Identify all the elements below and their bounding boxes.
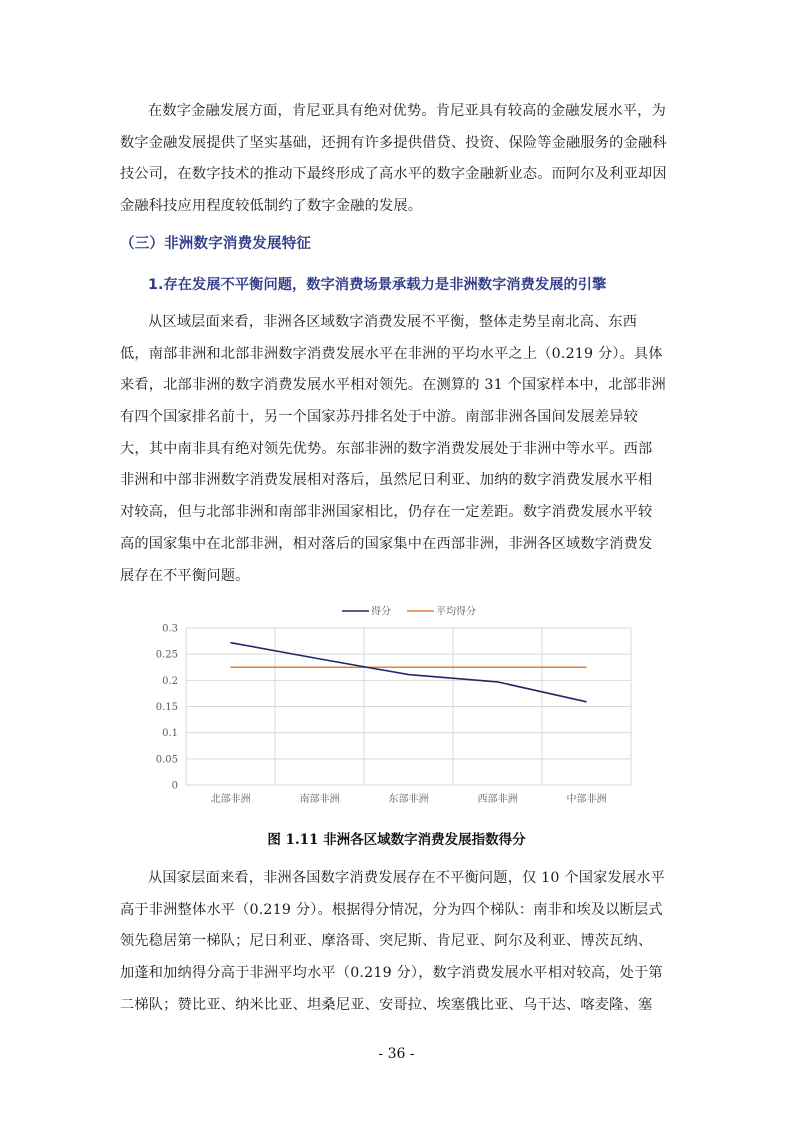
x-tick-label: 北部非洲 (210, 794, 251, 805)
y-tick-label: 0 (171, 780, 178, 792)
subsection-heading: 1.存在发展不平衡问题，数字消费场景承载力是非洲数字消费发展的引擎 (148, 277, 607, 293)
text-line: 来看，北部非洲的数字消费发展水平相对领先。在测算的 31 个国家样本中，北部非洲 (120, 377, 666, 394)
text-line: 领先稳居第一梯队；尼日利亚、摩洛哥、突尼斯、肯尼亚、阿尔及利亚、博茨瓦纳、 (120, 933, 653, 950)
text-line: 加蓬和加纳得分高于非洲平均水平（0.219 分），数字消费发展水平相对较高，处于第 (120, 965, 663, 982)
text-line: 有四个国家排名前十，另一个国家苏丹排名处于中游。南部非洲各国间发展差异较 (120, 409, 638, 426)
text-line: 高于非洲整体水平（0.219 分）。根据得分情况，分为四个梯队：南非和埃及以断层式 (120, 901, 663, 918)
y-tick-label: 0.1 (162, 728, 178, 740)
series-line (231, 643, 587, 702)
text-line: 展存在不平衡问题。 (120, 567, 250, 584)
y-tick-label: 0.2 (162, 675, 178, 687)
chart-canvas (145, 596, 645, 816)
text-line: 低，南部非洲和北部非洲数字消费发展水平在非洲的平均水平之上（0.219 分）。具体 (120, 345, 663, 362)
y-tick-label: 0.05 (155, 754, 178, 766)
text-line: 二梯队；赞比亚、纳米比亚、坦桑尼亚、安哥拉、埃塞俄比亚、乌干达、喀麦隆、塞 (120, 996, 653, 1013)
text-line: 非洲和中部非洲数字消费发展相对落后，虽然尼日利亚、加纳的数字消费发展水平相 (120, 472, 653, 489)
section-heading: （三）非洲数字消费发展特征 (120, 236, 312, 252)
x-tick-label: 东部非洲 (388, 794, 429, 805)
x-tick-label: 中部非洲 (566, 794, 607, 805)
text-line: 对较高，但与北部非洲和南部非洲国家相比，仍存在一定差距。数字消费发展水平较 (120, 504, 653, 521)
text-line: 大，其中南非具有绝对领先优势。东部非洲的数字消费发展处于非洲中等水平。西部 (120, 440, 653, 457)
text-line: 在数字金融发展方面，肯尼亚具有绝对优势。肯尼亚具有较高的金融发展水平，为 (148, 103, 666, 119)
y-tick-label: 0.3 (162, 623, 178, 635)
paragraph-digital-finance (120, 96, 675, 223)
figure-caption: 图 1.11 非洲各区域数字消费发展指数得分 (267, 832, 526, 848)
x-tick-label: 南部非洲 (299, 794, 340, 805)
legend-label: 得分 (371, 606, 391, 618)
x-tick-label: 西部非洲 (477, 794, 518, 805)
page-number: - 36 - (378, 1046, 415, 1062)
paragraph-country-analysis (120, 863, 675, 1021)
y-tick-label: 0.15 (155, 702, 178, 713)
paragraph-regional-analysis (120, 307, 675, 592)
text-line: 数字金融发展提供了坚实基础，还拥有许多提供借贷、投资、保险等金融服务的金融科 (120, 134, 667, 151)
text-line: 高的国家集中在北部非洲，相对落后的国家集中在西部非洲，非洲各区域数字消费发 (120, 535, 653, 552)
line-chart-regional-scores (145, 596, 645, 816)
text-line: 技公司，在数字技术的推动下最终形成了高水平的数字金融新业态。而阿尔及利亚却因 (120, 166, 667, 183)
legend-label: 平均得分 (436, 606, 476, 618)
text-line: 从区域层面来看，非洲各区域数字消费发展不平衡，整体走势呈南北高、东西 (148, 314, 638, 330)
y-tick-label: 0.25 (155, 649, 178, 661)
text-line: 从国家层面来看，非洲各国数字消费发展存在不平衡问题，仅 10 个国家发展水平 (148, 870, 666, 886)
text-line: 金融科技应用程度较低制约了数字金融的发展。 (120, 198, 423, 215)
